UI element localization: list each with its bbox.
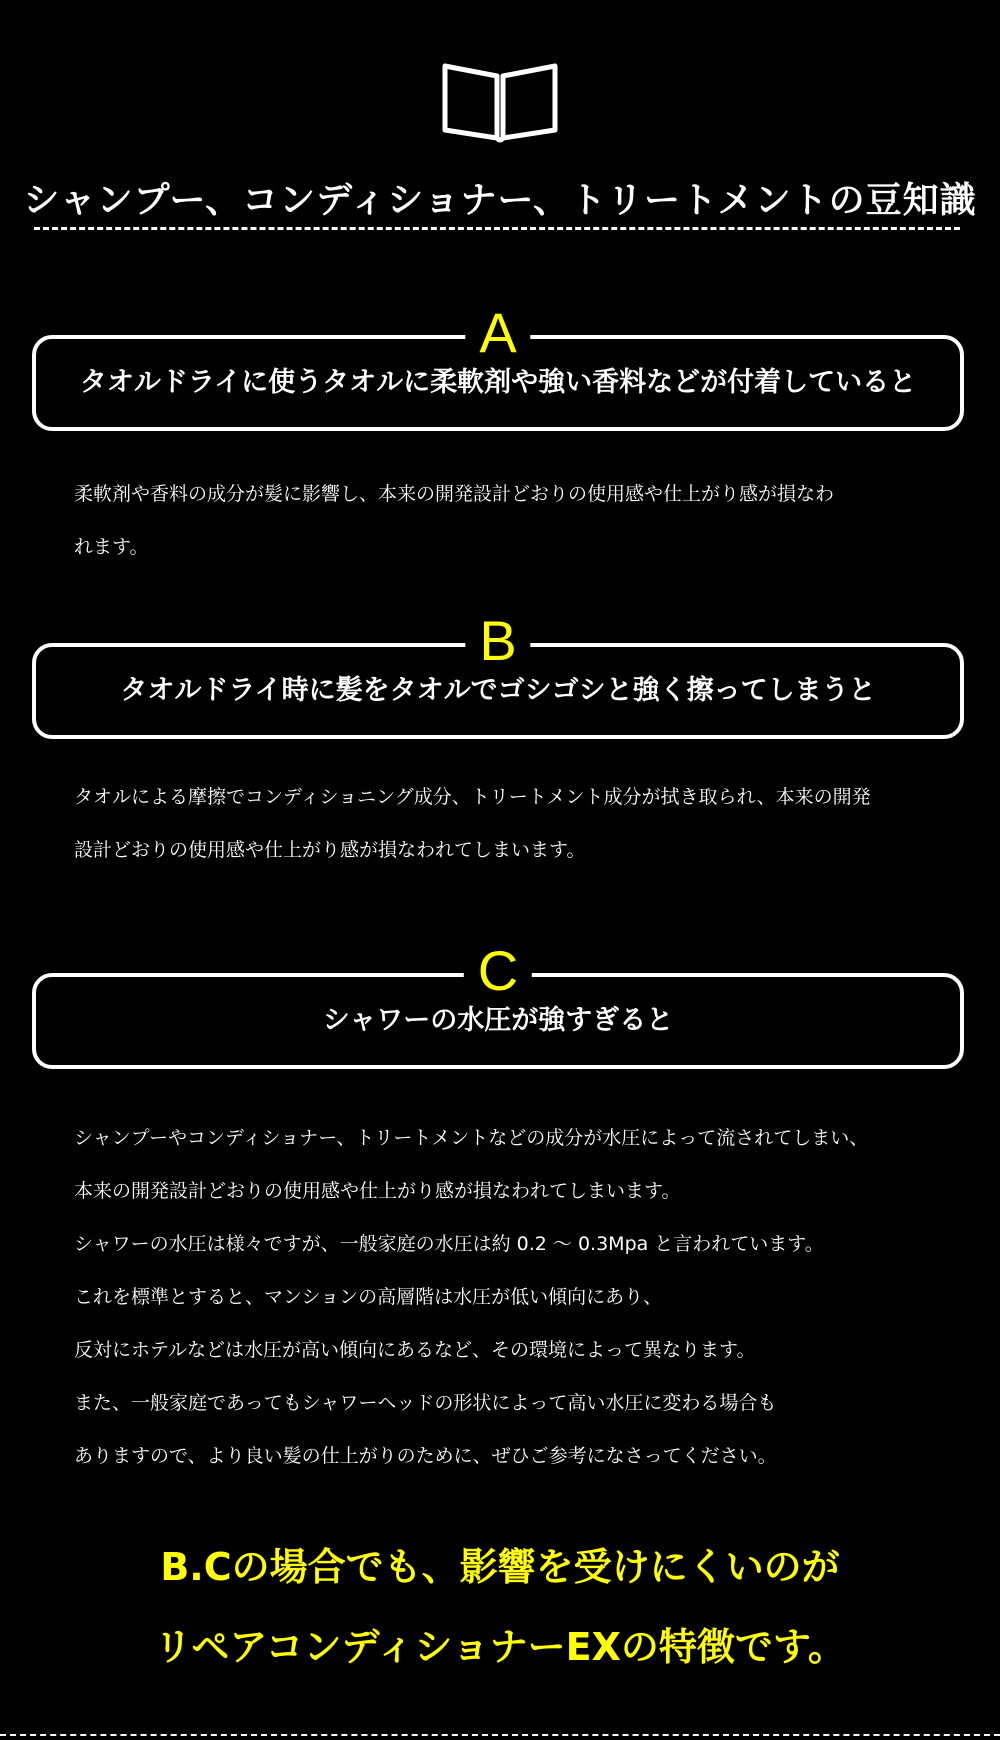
tip-c-body-line: 反対にホテルなどは水圧が高い傾向にあるなど、その環境によって異なります。	[74, 1339, 756, 1361]
tip-a-letter: A	[465, 301, 530, 365]
tip-c-box	[32, 939, 964, 1069]
bottom-divider	[0, 1734, 1000, 1736]
tip-c-body-line: シャワーの水圧は様々ですが、一般家庭の水圧は約 0.2 〜 0.3Mpa と言われています。	[74, 1233, 824, 1255]
tip-a-body	[74, 468, 954, 574]
tip-c-letter: C	[464, 939, 532, 1003]
title-divider	[34, 227, 960, 230]
closing-statement	[0, 1527, 1000, 1687]
tip-c-body-line: これを標準とすると、マンションの高層階は水圧が低い傾向にあり、	[74, 1286, 663, 1308]
tip-b-body-line: タオルによる摩擦でコンディショニング成分、トリートメント成分が拭き取られ、本来の開発	[74, 786, 871, 808]
closing-line-1: B.Cの場合でも、影響を受けにくいのが	[160, 1545, 840, 1589]
tip-a-box	[32, 301, 964, 431]
page-title: シャンプー、コンディショナー、トリートメントの豆知識	[23, 180, 977, 221]
tip-a-body-line: 柔軟剤や香料の成分が髪に影響し、本来の開発設計どおりの使用感や仕上がり感が損なわ	[74, 483, 835, 505]
tip-c-body-line: ありますので、より良い髪の仕上がりのために、ぜひご参考になさってください。	[74, 1445, 777, 1467]
tip-c-body-line: 本来の開発設計どおりの使用感や仕上がり感が損なわれてしまいます。	[74, 1180, 681, 1202]
tip-b-letter: B	[465, 609, 530, 673]
tip-c-body	[74, 1112, 954, 1483]
tip-a-body-line: れます。	[74, 536, 149, 558]
tip-c-heading: シャワーの水圧が強すぎると	[322, 1005, 674, 1036]
closing-line-2: リペアコンディショナーEXの特徴です。	[154, 1625, 846, 1669]
tip-b-box	[32, 609, 964, 739]
tip-a-heading: タオルドライに使うタオルに柔軟剤や強い香料などが付着していると	[79, 367, 917, 398]
tip-b-heading: タオルドライ時に髪をタオルでゴシゴシと強く擦ってしまうと	[120, 675, 876, 706]
tip-c-body-line: また、一般家庭であってもシャワーヘッドの形状によって高い水圧に変わる場合も	[74, 1392, 777, 1414]
tip-b-body-line: 設計どおりの使用感や仕上がり感が損なわれてしまいます。	[74, 839, 586, 861]
open-book-icon	[437, 60, 563, 144]
tip-c-body-line: シャンプーやコンディショナー、トリートメントなどの成分が水圧によって流されてしまい、	[74, 1127, 869, 1149]
tip-b-body	[74, 771, 954, 877]
